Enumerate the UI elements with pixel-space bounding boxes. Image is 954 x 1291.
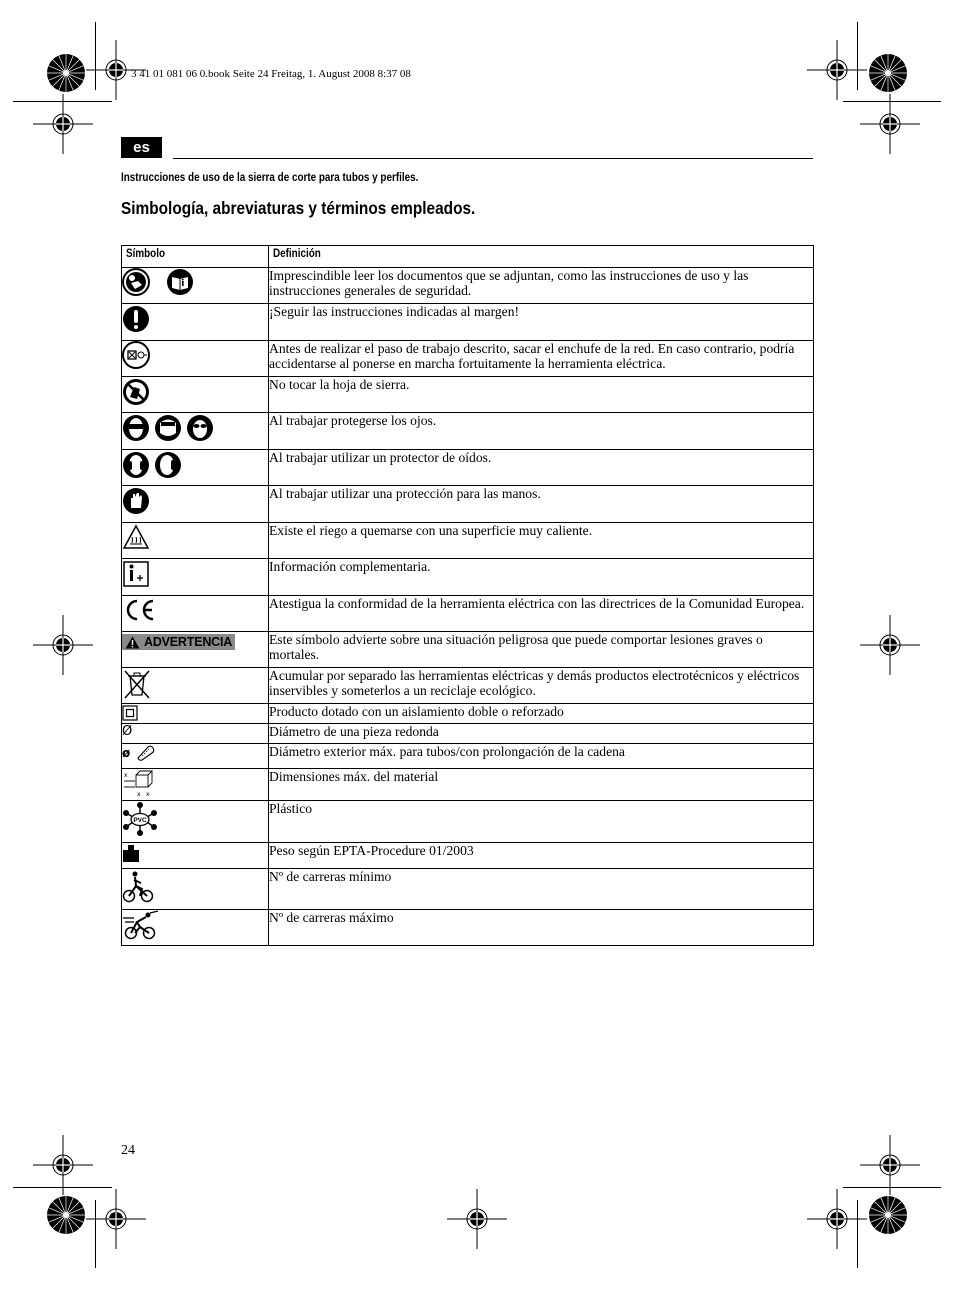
table-row [122,668,814,704]
table-row [122,413,814,450]
symbols-table [121,245,814,946]
definition-cell: Información complementaria. [269,559,814,596]
definition-cell: Plástico [269,801,814,843]
exclamation-icon [122,304,150,334]
svg-text:x: x [124,772,128,779]
table-row [122,724,814,744]
table-row [122,801,814,843]
table-row [122,632,814,668]
definition-cell: No tocar la hoja de sierra. [269,377,814,413]
safety-glasses-icon [186,413,214,443]
section-title: Simbología, abreviaturas y términos empleados. [121,198,476,218]
definition-cell: ¡Seguir las instrucciones indicadas al margen! [269,304,814,341]
warning-badge-label: ADVERTENCIA [144,635,233,649]
info-book-icon [166,268,194,296]
slow-cyclist-icon [122,869,154,905]
unplug-icon [122,341,150,369]
table-row [122,843,814,869]
ce-mark-icon [122,596,156,624]
read-manual-icon [122,268,150,296]
language-tab: es [121,137,162,158]
table-row [122,304,814,341]
definition-cell: Nº de carreras máximo [269,910,814,946]
definition-cell: Producto dotado con un aislamiento doble o reforzado [269,704,814,724]
small-diameter-symbol: ø [122,746,131,760]
definition-cell: Diámetro exterior máx. para tubos/con prolongación de la cadena [269,744,814,769]
face-shield-icon [154,413,182,443]
table-row [122,486,814,523]
pvc-label: PVC [133,817,147,824]
table-row [122,377,814,413]
gloves-icon [122,486,150,516]
svg-text:x: x [146,791,150,797]
table-row [122,744,814,769]
definition-cell: Atestigua la conformidad de la herramienta eléctrica con las directrices de la Comunidad Europea. [269,596,814,632]
table-row [122,910,814,946]
definition-cell: Existe el riego a quemarse con una superficie muy caliente. [269,523,814,559]
pvc-icon [122,801,158,837]
ear-muffs-icon [122,450,150,480]
definition-column-header: Definición [269,246,814,268]
warning-badge [122,634,235,650]
ear-protection-icon [154,450,182,480]
info-plus-icon [122,559,150,589]
fast-cyclist-icon [122,910,160,942]
chain-icon [136,744,156,762]
definition-cell: Acumular por separado las herramientas eléctricas y demás productos electrotécnicos y eléctricos inservibles y someterlos a un reciclaje ecológico. [269,668,814,704]
table-row [122,704,814,724]
definition-cell: Al trabajar utilizar una protección para las manos. [269,486,814,523]
definition-cell: Al trabajar utilizar un protector de oídos. [269,450,814,486]
table-row [122,869,814,910]
double-insulation-icon [122,705,138,721]
table-row [122,523,814,559]
definition-cell: Dimensiones máx. del material [269,769,814,801]
weight-icon [122,843,140,863]
table-row [122,268,814,304]
table-row [122,596,814,632]
no-touch-blade-icon [122,377,150,407]
definition-cell: Antes de realizar el paso de trabajo descrito, sacar el enchufe de la red. En caso contrario, podría accidentarse al ponerse en marcha fortuitamente la herramienta eléctrica. [269,341,814,377]
definition-cell: Este símbolo advierte sobre una situación peligrosa que puede comportar lesiones graves o mortales. [269,632,814,668]
table-row [122,341,814,377]
definition-cell: Nº de carreras mínimo [269,869,814,910]
definition-cell: Peso según EPTA-Procedure 01/2003 [269,843,814,869]
book-info-header: 3 41 01 081 06 0.book Seite 24 Freitag, 1. August 2008 8:37 08 [131,68,411,80]
table-header-row [122,246,814,268]
header-rule [173,158,813,159]
material-dimensions-icon [122,769,154,797]
page-number: 24 [121,1143,135,1158]
document-subtitle: Instrucciones de uso de la sierra de corte para tubos y perfiles. [121,172,419,184]
hot-surface-icon [122,523,150,551]
diameter-symbol: Ø [122,724,133,739]
definition-cell: Imprescindible leer los documentos que se adjuntan, como las instrucciones de uso y las instrucciones generales de seguridad. [269,268,814,304]
table-row [122,769,814,801]
symbol-column-header: Símbolo [122,246,269,268]
goggles-icon [122,413,150,443]
warning-triangle-icon [125,636,140,649]
definition-cell: Al trabajar protegerse los ojos. [269,413,814,450]
weee-bin-icon [122,668,152,700]
svg-text:x: x [137,791,141,797]
table-row [122,450,814,486]
definition-cell: Diámetro de una pieza redonda [269,724,814,744]
table-row [122,559,814,596]
